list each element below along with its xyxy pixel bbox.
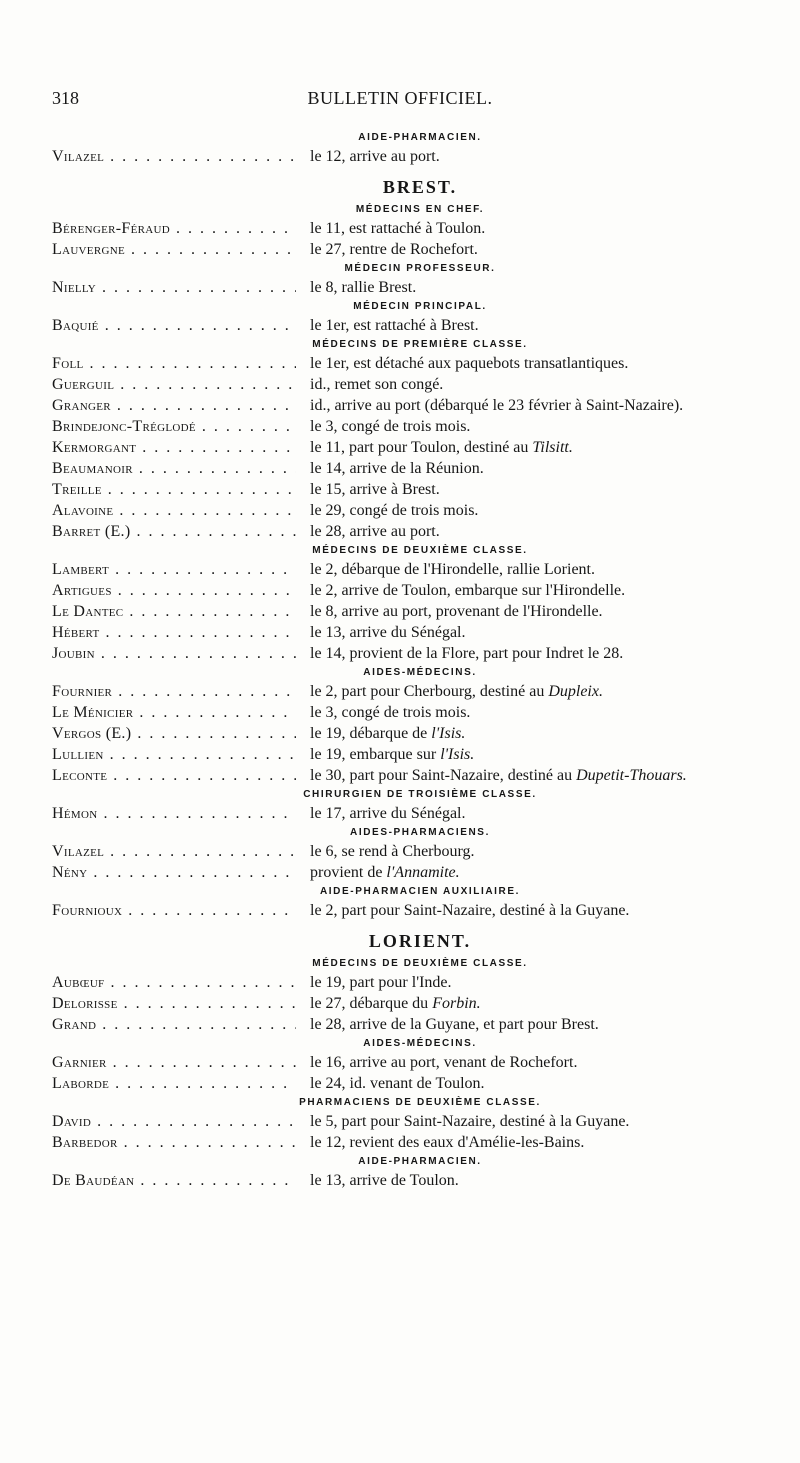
officer-name: Le Ménicier . . . bbox=[52, 702, 296, 723]
entry-plain-text: le 2, arrive de Toulon, embarque sur l'Hirondelle. bbox=[310, 582, 626, 599]
entry-text bbox=[310, 972, 800, 993]
ship-name: Dupetit-Thouars. bbox=[576, 767, 687, 784]
entry-text bbox=[310, 479, 800, 500]
entry-plain-text: le 17, arrive du Sénégal. bbox=[310, 805, 466, 822]
officer-name: Lambert . . . bbox=[52, 559, 296, 580]
roster-entry bbox=[0, 643, 800, 664]
entry-text bbox=[310, 1073, 800, 1094]
officer-name: Vergos (E.) . . . bbox=[52, 723, 296, 744]
roster-entry bbox=[0, 972, 800, 993]
entry-plain-text: le 6, se rend à Cherbourg. bbox=[310, 843, 475, 860]
roster-entry bbox=[0, 500, 800, 521]
entry-plain-text: le 24, id. venant de Toulon. bbox=[310, 1075, 485, 1092]
entry-text bbox=[310, 622, 800, 643]
officer-name: Lullien . . . bbox=[52, 744, 296, 765]
port-heading: LORIENT. bbox=[368, 931, 472, 951]
entry-text bbox=[310, 723, 800, 744]
roster-entry bbox=[0, 601, 800, 622]
entry-text bbox=[310, 559, 800, 580]
ship-name: l'Isis. bbox=[431, 725, 466, 742]
entry-text bbox=[310, 580, 800, 601]
roster-entry bbox=[0, 315, 800, 336]
officer-name: Hémon . . . bbox=[52, 803, 296, 824]
rank-heading: CHIRURGIEN DE TROISIÈME CLASSE. bbox=[303, 789, 537, 800]
ship-name: Forbin. bbox=[432, 995, 481, 1012]
officer-name: Hébert . . . bbox=[52, 622, 296, 643]
entry-text bbox=[310, 900, 800, 921]
roster-entry bbox=[0, 458, 800, 479]
entry-text bbox=[310, 601, 800, 622]
officer-name: Artigues . . . bbox=[52, 580, 296, 601]
entry-plain-text: le 27, débarque du bbox=[310, 995, 433, 1012]
officer-name: Le Dantec . . . bbox=[52, 601, 296, 622]
roster-entry bbox=[0, 702, 800, 723]
rank-heading: MÉDECIN PROFESSEUR. bbox=[344, 263, 496, 274]
roster-entry bbox=[0, 146, 800, 167]
rank-heading: MÉDECINS DE DEUXIÈME CLASSE. bbox=[312, 545, 528, 556]
entry-text bbox=[310, 1111, 800, 1132]
roster-entry bbox=[0, 900, 800, 921]
roster-entry bbox=[0, 239, 800, 260]
entry-plain-text: le 28, arrive au port. bbox=[310, 523, 440, 540]
entry-plain-text: le 11, part pour Toulon, destiné au bbox=[310, 439, 533, 456]
rank-heading: PHARMACIENS DE DEUXIÈME CLASSE. bbox=[299, 1097, 541, 1108]
rank-heading: MÉDECINS EN CHEF. bbox=[355, 204, 485, 215]
entry-plain-text: le 3, congé de trois mois. bbox=[310, 704, 471, 721]
entry-text bbox=[310, 277, 800, 298]
port-heading: BREST. bbox=[382, 177, 458, 197]
entry-plain-text: le 1er, est rattaché à Brest. bbox=[310, 317, 479, 334]
roster-entry bbox=[0, 479, 800, 500]
rank-heading: AIDES-PHARMACIENS. bbox=[350, 827, 490, 838]
ship-name: l'Annamite. bbox=[386, 864, 460, 881]
officer-name: Vilazel . . . bbox=[52, 841, 296, 862]
roster-entry bbox=[0, 374, 800, 395]
officer-name: Delorisse . . . bbox=[52, 993, 296, 1014]
officer-name: Beaumanoir . . . bbox=[52, 458, 296, 479]
entry-plain-text: le 14, arrive de la Réunion. bbox=[310, 460, 484, 477]
entry-plain-text: le 28, arrive de la Guyane, et part pour Brest. bbox=[310, 1016, 599, 1033]
roster-entry bbox=[0, 580, 800, 601]
rank-heading: MÉDECINS DE DEUXIÈME CLASSE. bbox=[312, 958, 528, 969]
roster-entry bbox=[0, 1014, 800, 1035]
roster-entry bbox=[0, 559, 800, 580]
officer-name: Bérenger-Féraud . . . bbox=[52, 218, 296, 239]
entry-text bbox=[310, 521, 800, 542]
entry-plain-text: le 27, rentre de Rochefort. bbox=[310, 241, 478, 258]
officer-name: Garnier . . . bbox=[52, 1052, 296, 1073]
officer-name: Baquié . . . bbox=[52, 315, 296, 336]
entry-plain-text: le 29, congé de trois mois. bbox=[310, 502, 479, 519]
rank-heading: AIDE-PHARMACIEN. bbox=[358, 1156, 482, 1167]
rank-heading: MÉDECIN PRINCIPAL. bbox=[353, 301, 487, 312]
roster-entry bbox=[0, 1170, 800, 1191]
officer-name: Joubin . . . bbox=[52, 643, 296, 664]
roster-entry bbox=[0, 744, 800, 765]
entry-text bbox=[310, 416, 800, 437]
rank-heading: AIDE-PHARMACIEN AUXILIAIRE. bbox=[319, 886, 521, 897]
officer-name: Foll . . . bbox=[52, 353, 296, 374]
roster-entry bbox=[0, 1052, 800, 1073]
officer-name: Vilazel . . . bbox=[52, 146, 296, 167]
entry-plain-text: id., arrive au port (débarqué le 23 février à Saint-Nazaire). bbox=[310, 397, 684, 414]
rank-heading: AIDE-PHARMACIEN. bbox=[358, 132, 482, 143]
officer-name: Treille . . . bbox=[52, 479, 296, 500]
entry-text bbox=[310, 765, 800, 786]
entry-text bbox=[310, 841, 800, 862]
entry-plain-text: le 8, arrive au port, provenant de l'Hirondelle. bbox=[310, 603, 603, 620]
entry-text bbox=[310, 744, 800, 765]
entry-text bbox=[310, 458, 800, 479]
entry-text bbox=[310, 1052, 800, 1073]
entry-plain-text: le 2, part pour Cherbourg, destiné au bbox=[310, 683, 549, 700]
entry-plain-text: le 3, congé de trois mois. bbox=[310, 418, 471, 435]
ship-name: Dupleix. bbox=[548, 683, 603, 700]
entry-text bbox=[310, 353, 800, 374]
entry-plain-text: le 30, part pour Saint-Nazaire, destiné au bbox=[310, 767, 577, 784]
page-header bbox=[0, 88, 800, 116]
entry-text bbox=[310, 803, 800, 824]
officer-name: Laborde . . . bbox=[52, 1073, 296, 1094]
roster-entry bbox=[0, 277, 800, 298]
officer-name: Kermorgant . . . bbox=[52, 437, 296, 458]
roster-content bbox=[0, 129, 800, 1191]
roster-entry bbox=[0, 437, 800, 458]
officer-name: Alavoine . . . bbox=[52, 500, 296, 521]
entry-text bbox=[310, 1170, 800, 1191]
entry-text bbox=[310, 500, 800, 521]
entry-text bbox=[310, 146, 800, 167]
entry-plain-text: le 15, arrive à Brest. bbox=[310, 481, 440, 498]
roster-entry bbox=[0, 395, 800, 416]
entry-plain-text: le 5, part pour Saint-Nazaire, destiné à la Guyane. bbox=[310, 1113, 630, 1130]
roster-entry bbox=[0, 723, 800, 744]
officer-name: Lauvergne . . . bbox=[52, 239, 296, 260]
roster-entry bbox=[0, 841, 800, 862]
entry-plain-text: le 13, arrive de Toulon. bbox=[310, 1172, 459, 1189]
officer-name: David . . . bbox=[52, 1111, 296, 1132]
roster-entry bbox=[0, 993, 800, 1014]
roster-entry bbox=[0, 218, 800, 239]
entry-text bbox=[310, 702, 800, 723]
entry-plain-text: le 8, rallie Brest. bbox=[310, 279, 417, 296]
entry-text bbox=[310, 315, 800, 336]
entry-plain-text: le 1er, est détaché aux paquebots transatlantiques. bbox=[310, 355, 629, 372]
roster-entry bbox=[0, 416, 800, 437]
entry-text bbox=[310, 437, 800, 458]
officer-name: Nény . . . bbox=[52, 862, 296, 883]
roster-entry bbox=[0, 681, 800, 702]
page-number: 318 bbox=[52, 88, 79, 108]
officer-name: Nielly . . . bbox=[52, 277, 296, 298]
entry-plain-text: le 19, débarque de bbox=[310, 725, 432, 742]
entry-plain-text: provient de bbox=[310, 864, 387, 881]
officer-name: Brindejonc-Tréglodé . . . bbox=[52, 416, 296, 437]
roster-entry bbox=[0, 1132, 800, 1153]
officer-name: Grand . . . bbox=[52, 1014, 296, 1035]
officer-name: Barret (E.) . . . bbox=[52, 521, 296, 542]
entry-plain-text: le 12, revient des eaux d'Amélie-les-Bains. bbox=[310, 1134, 585, 1151]
roster-entry bbox=[0, 862, 800, 883]
officer-name: Leconte . . . bbox=[52, 765, 296, 786]
entry-plain-text: le 16, arrive au port, venant de Rochefort. bbox=[310, 1054, 578, 1071]
entry-plain-text: le 19, part pour l'Inde. bbox=[310, 974, 452, 991]
roster-entry bbox=[0, 803, 800, 824]
entry-plain-text: le 13, arrive du Sénégal. bbox=[310, 624, 466, 641]
entry-plain-text: le 19, embarque sur bbox=[310, 746, 441, 763]
entry-plain-text: le 2, débarque de l'Hirondelle, rallie Lorient. bbox=[310, 561, 595, 578]
entry-plain-text: le 11, est rattaché à Toulon. bbox=[310, 220, 486, 237]
roster-entry bbox=[0, 521, 800, 542]
officer-name: De Baudéan . . . bbox=[52, 1170, 296, 1191]
rank-heading: AIDES-MÉDECINS. bbox=[363, 1038, 477, 1049]
entry-text bbox=[310, 395, 800, 416]
roster-entry bbox=[0, 1073, 800, 1094]
ship-name: Tilsitt. bbox=[532, 439, 573, 456]
entry-plain-text: le 14, provient de la Flore, part pour Indret le 28. bbox=[310, 645, 624, 662]
entry-text bbox=[310, 1132, 800, 1153]
entry-text bbox=[310, 218, 800, 239]
officer-name: Guerguil . . . bbox=[52, 374, 296, 395]
officer-name: Fournioux . . . bbox=[52, 900, 296, 921]
officer-name: Granger . . . bbox=[52, 395, 296, 416]
entry-text bbox=[310, 993, 800, 1014]
entry-text bbox=[310, 862, 800, 883]
entry-plain-text: le 12, arrive au port. bbox=[310, 148, 440, 165]
roster-entry bbox=[0, 1111, 800, 1132]
entry-text bbox=[310, 643, 800, 664]
entry-text bbox=[310, 374, 800, 395]
entry-text bbox=[310, 239, 800, 260]
roster-entry bbox=[0, 353, 800, 374]
entry-plain-text: le 2, part pour Saint-Nazaire, destiné à la Guyane. bbox=[310, 902, 630, 919]
officer-name: Aubœuf . . . bbox=[52, 972, 296, 993]
roster-entry bbox=[0, 765, 800, 786]
entry-plain-text: id., remet son congé. bbox=[310, 376, 444, 393]
rank-heading: AIDES-MÉDECINS. bbox=[363, 667, 477, 678]
entry-text bbox=[310, 1014, 800, 1035]
officer-name: Fournier . . . bbox=[52, 681, 296, 702]
roster-entry bbox=[0, 622, 800, 643]
entry-text bbox=[310, 681, 800, 702]
rank-heading: MÉDECINS DE PREMIÈRE CLASSE. bbox=[312, 339, 528, 350]
ship-name: l'Isis. bbox=[440, 746, 475, 763]
running-title: BULLETIN OFFICIEL. bbox=[307, 88, 493, 108]
officer-name: Barbedor . . . bbox=[52, 1132, 296, 1153]
